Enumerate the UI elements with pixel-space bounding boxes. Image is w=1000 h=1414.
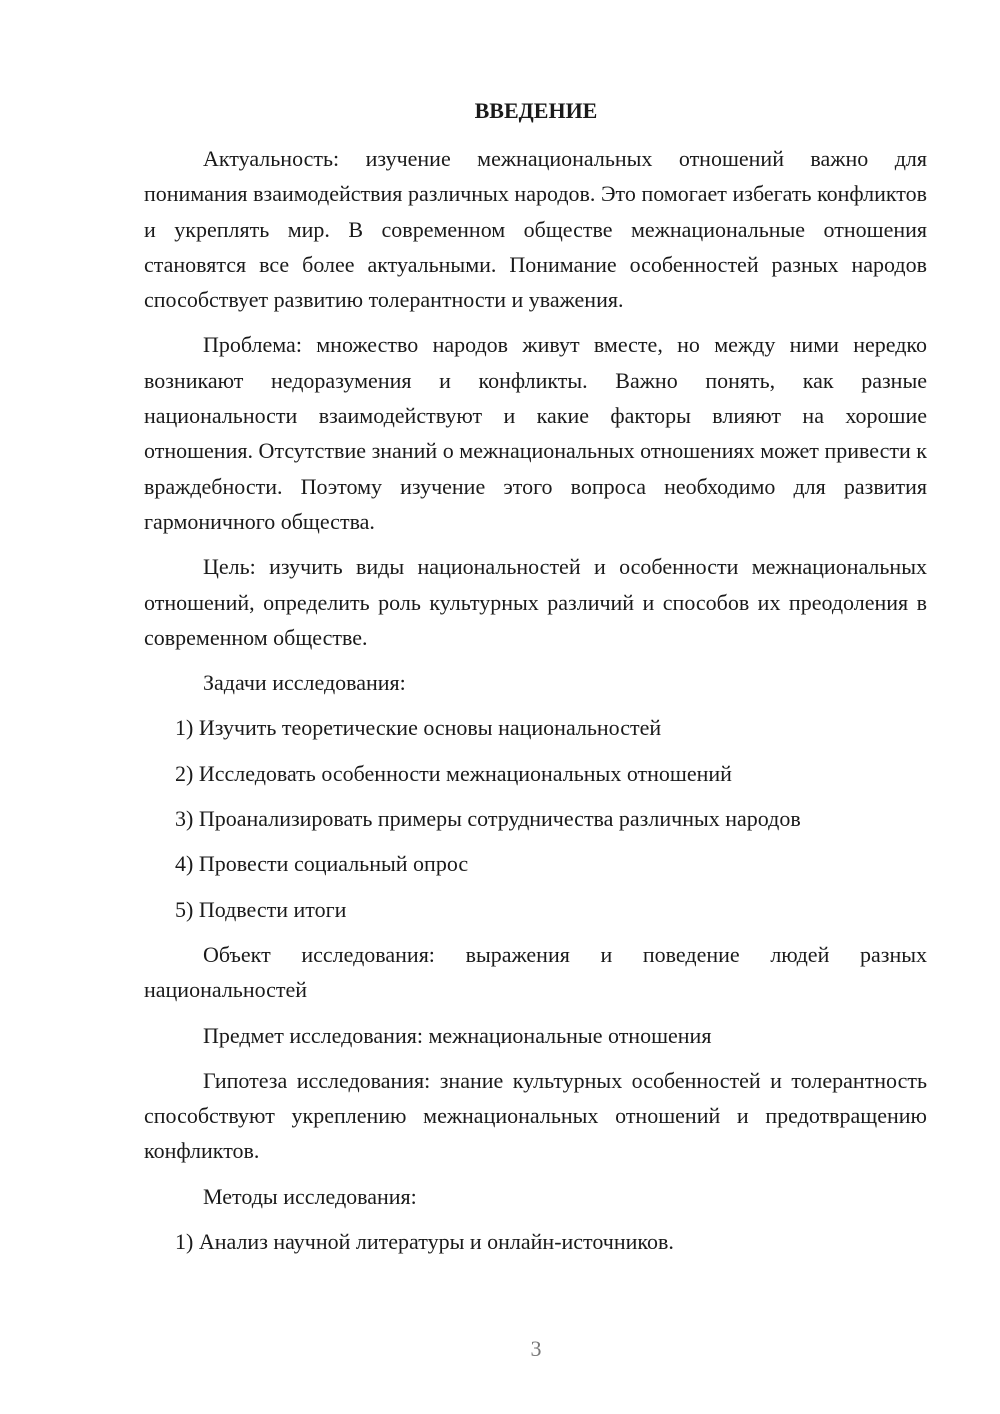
object-paragraph: Объект исследования: выражения и поведение людей разных национальностей (144, 941, 927, 1003)
task-item-3: 3) Проанализировать примеры сотрудничества различных народов (175, 806, 801, 832)
task-item-4: 4) Провести социальный опрос (175, 851, 469, 877)
problem-paragraph: Проблема: множество народов живут вместе, но между ними нередко возникают недоразумения и конфликты. Важно понять, как разные национальности взаимодействуют и какие факторы влияют на хорошие отношения. Отсутствие знаний о межнациональных отношениях может привести к враждебности. Поэтому изучение этого вопроса необходимо для развития гармоничного общества. (144, 332, 927, 534)
page-number: 3 (530, 1336, 542, 1361)
subject-paragraph: Предмет исследования: межнациональные отношения (203, 1022, 712, 1048)
document-body (144, 141, 927, 1269)
page-title: ВВЕДЕНИЕ (474, 98, 598, 123)
task-item-5: 5) Подвести итоги (175, 896, 347, 922)
hypothesis-paragraph: Гипотеза исследования: знание культурных особенностей и толерантность способствуют укреплению межнациональных отношений и предотвращению конфликтов. (144, 1067, 927, 1164)
task-item-1: 1) Изучить теоретические основы национальностей (175, 715, 662, 741)
relevance-paragraph: Актуальность: изучение межнациональных отношений важно для понимания взаимодействия различных народов. Это помогает избегать конфликтов и укреплять мир. В современном обществе межнациональные отношения становятся все более актуальными. Понимание особенностей разных народов способствует развитию толерантности и уважения. (144, 146, 927, 313)
tasks-title: Задачи исследования: (203, 670, 406, 696)
method-item-1: 1) Анализ научной литературы и онлайн-источников. (175, 1229, 674, 1255)
tasks-list (144, 710, 927, 926)
methods-title: Методы исследования: (203, 1183, 417, 1209)
methods-list (144, 1224, 927, 1259)
task-item-2: 2) Исследовать особенности межнациональных отношений (175, 760, 732, 786)
goal-paragraph: Цель: изучить виды национальностей и особенности межнациональных отношений, определить роль культурных различий и способов их преодоления в современном обществе. (144, 554, 927, 650)
